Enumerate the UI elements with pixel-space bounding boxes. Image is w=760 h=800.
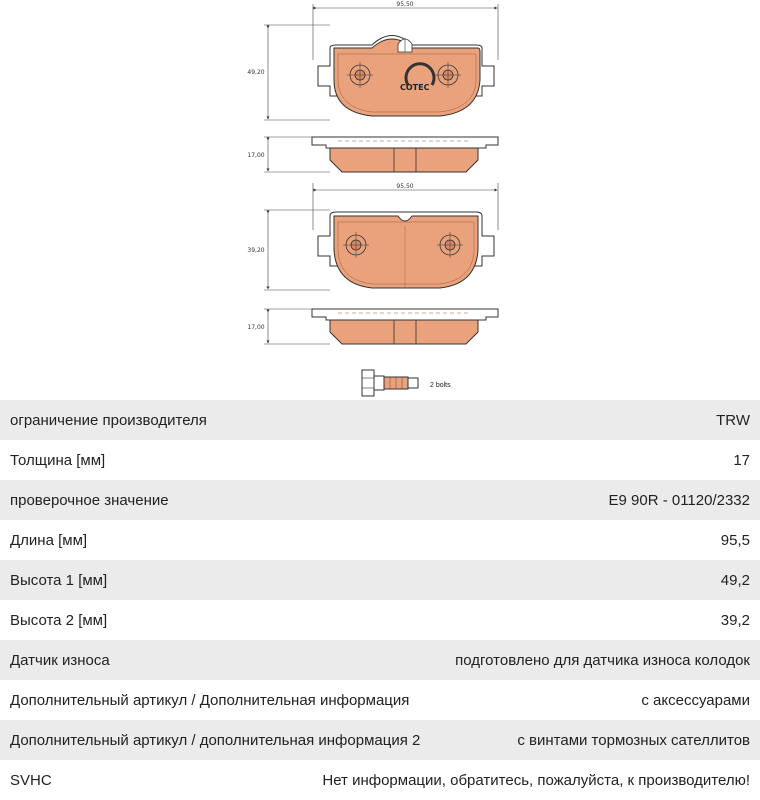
spec-value: 17 (733, 451, 750, 469)
spec-label: Длина [мм] (10, 531, 88, 549)
spec-label: Датчик износа (10, 651, 110, 669)
spec-value: с винтами тормозных сателлитов (517, 731, 750, 749)
spec-value: подготовлено для датчика износа колодок (455, 651, 750, 669)
bolts-label: 2 bolts (430, 382, 451, 389)
spec-label: Толщина [мм] (10, 451, 106, 469)
spec-value: 49,2 (720, 571, 750, 589)
spec-label: Дополнительный артикул / Дополнительная информация (10, 691, 410, 709)
top-pad-side-view (247, 137, 498, 172)
svg-text:COTEC: COTEC (400, 83, 430, 92)
spec-label: Высота 2 [мм] (10, 611, 108, 629)
dim-width-top: 95,50 (396, 1, 414, 8)
bottom-pad-front-view (247, 183, 498, 290)
spec-value: с аксессуарами (641, 691, 750, 709)
spec-row (0, 680, 760, 720)
spec-label: SVHC (10, 771, 52, 789)
spec-row (0, 560, 760, 600)
spec-row (0, 520, 760, 560)
spec-row (0, 600, 760, 640)
spec-row (0, 440, 760, 480)
spec-label: ограничение производителя (10, 411, 207, 429)
spec-row (0, 480, 760, 520)
dim-width-bottom: 95,50 (396, 183, 414, 190)
dim-thick-top: 17,00 (247, 152, 265, 159)
bottom-pad-side-view (247, 309, 498, 344)
dim-thick-bottom: 17,00 (247, 324, 265, 331)
spec-label: Высота 1 [мм] (10, 571, 108, 589)
dim-height-top: 49,20 (247, 69, 265, 76)
spec-row (0, 720, 760, 760)
spec-label: Дополнительный артикул / дополнительная информация 2 (10, 731, 421, 749)
specifications-table (0, 400, 760, 800)
spec-row (0, 760, 760, 800)
spec-value: Нет информации, обратитесь, пожалуйста, к производителю! (322, 771, 750, 789)
spec-value: 95,5 (720, 531, 750, 549)
spec-value: TRW (716, 411, 750, 429)
spec-row (0, 640, 760, 680)
spec-row (0, 400, 760, 440)
spec-label: проверочное значение (10, 491, 169, 509)
dim-height-bottom: 39,20 (247, 247, 265, 254)
spec-value: E9 90R - 01120/2332 (608, 491, 750, 509)
bolt-illustration (362, 370, 451, 396)
top-pad-front-view (247, 1, 498, 120)
spec-value: 39,2 (720, 611, 750, 629)
